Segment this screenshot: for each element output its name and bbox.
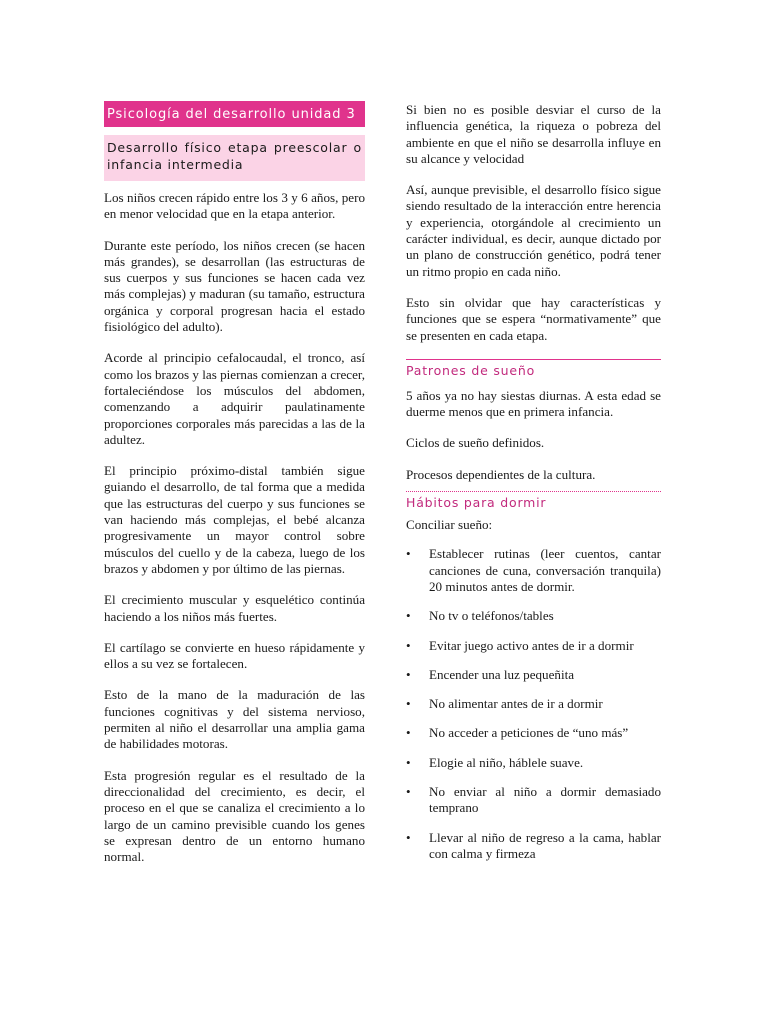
list-item (406, 830, 661, 863)
left-column (104, 100, 365, 880)
bullet-icon: • (406, 608, 411, 624)
list-item-text: Encender una luz pequeñita (429, 666, 575, 682)
paragraph: Así, aunque previsible, el desarrollo físico sigue siendo resultado de la interacción entre herencia y experiencia, otorgándole al crecimiento un carácter individual, es decir, aunque dictado por un plano de construcción genético, podrá tener un ritmo propio en cada niño. (406, 182, 661, 279)
list-item-text: No alimentar antes de ir a dormir (429, 696, 603, 712)
paragraph: Los niños crecen rápido entre los 3 y 6 años, pero en menor velocidad que en la etapa anterior. (104, 190, 365, 222)
paragraph: Durante este período, los niños crecen (se hacen más grandes), se desarrollan (las estructuras de sus cuerpos y sus funciones se hacen cada vez más complejas) y maduran (su tamaño, estructura orgánica y corporal progresan hacia el estado fisiológico del adulto). (104, 237, 365, 335)
paragraph: Si bien no es posible desviar el curso de la influencia genética, la riqueza o pobreza del ambiente en que el niño se desarrolla influye en su alcance y velocidad (406, 102, 661, 166)
list-item (406, 725, 661, 741)
paragraph: Esto de la mano de la maduración de las funciones cognitivas y del sistema nervioso, permiten al niño el desarrollar una amplia gama de habilidades motoras. (104, 687, 365, 752)
bullet-icon: • (406, 784, 411, 800)
section-heading-patrones: Patrones de sueño (406, 362, 536, 378)
bullet-intro: Conciliar sueño: (406, 517, 493, 533)
paragraph: El principio próximo-distal también sigue guiando el desarrollo, de tal forma que a medida que las estructuras del cuerpo y sus funciones se van haciendo más complejas, el bebé alcanza progresivamente un mayor control sobre músculos del cuello y de la cabeza, luego de los brazos y abdomen y por último de las piernas. (104, 463, 365, 576)
bullet-icon: • (406, 725, 411, 741)
bullet-list (406, 546, 661, 862)
right-column (406, 100, 661, 875)
list-item (406, 696, 661, 712)
paragraph: El cartílago se convierte en hueso rápidamente y ellos a su vez se fortalecen. (104, 639, 365, 672)
paragraph: Acorde al principio cefalocaudal, el tronco, así como los brazos y las piernas comienzan a crecer, fortaleciéndose los músculos del abdomen, comenzando a adquirir paulatinamente proporciones corporales más parecidas a las de la adultez. (104, 350, 365, 447)
list-item-text: Establecer rutinas (leer cuentos, cantar canciones de cuna, conversación tranquila) 20 minutos antes de dormir. (429, 546, 661, 594)
section-heading-habitos: Hábitos para dormir (406, 495, 547, 511)
list-item-text: Elogie al niño, háblele suave. (429, 754, 584, 770)
bullet-icon: • (406, 829, 411, 845)
list-item (406, 667, 661, 683)
bullet-icon: • (406, 637, 411, 653)
list-item (406, 755, 661, 771)
paragraph: El crecimiento muscular y esquelético continúa haciendo a los niños más fuertes. (104, 592, 365, 624)
list-item (406, 638, 661, 654)
list-item-text: No acceder a peticiones de “uno más” (429, 725, 629, 741)
document-title: Psicología del desarrollo unidad 3 (104, 101, 365, 127)
paragraph: Esta progresión regular es el resultado de la direccionalidad del crecimiento, es decir, el proceso en el que se canaliza el crecimiento a lo largo de un camino previsible cuando los genes se expresan dentro de un entorno humano normal. (104, 767, 365, 865)
bullet-icon: • (406, 666, 411, 682)
list-item (406, 546, 661, 595)
list-item (406, 784, 661, 817)
list-item-text: Llevar al niño de regreso a la cama, hablar con calma y firmeza (429, 829, 661, 861)
document-subtitle: Desarrollo físico etapa preescolar o infancia intermedia (104, 135, 365, 181)
bullet-icon: • (406, 546, 411, 562)
list-item-text: Evitar juego activo antes de ir a dormir (429, 637, 634, 653)
list-item-text: No enviar al niño a dormir demasiado temprano (429, 784, 661, 816)
paragraph: Ciclos de sueño definidos. (406, 435, 545, 451)
list-item (406, 608, 661, 624)
list-item-text: No tv o teléfonos/tables (429, 608, 554, 624)
bullet-icon: • (406, 696, 411, 712)
bullet-icon: • (406, 754, 411, 770)
paragraph: Procesos dependientes de la cultura. (406, 466, 596, 482)
paragraph: 5 años ya no hay siestas diurnas. A esta edad se duerme menos que en primera infancia. (406, 387, 661, 420)
paragraph: Esto sin olvidar que hay características y funciones que se espera “normativamente” que se presenten en cada etapa. (406, 294, 661, 343)
